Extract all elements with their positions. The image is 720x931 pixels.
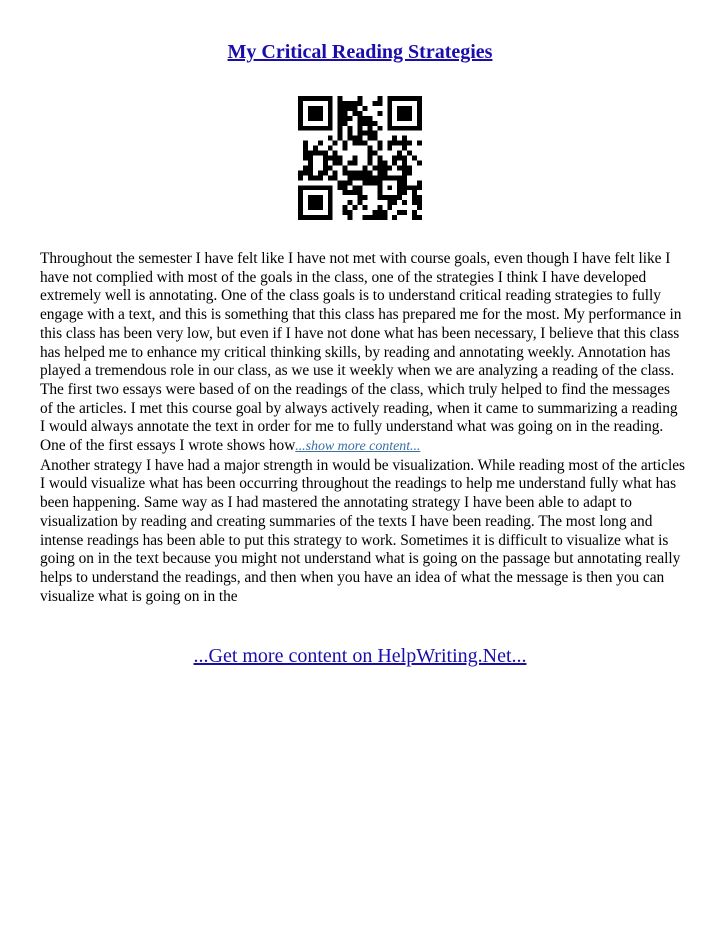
footer-container	[0, 644, 720, 668]
qr-code-icon	[298, 96, 422, 220]
document-title-link[interactable]: My Critical Reading Strategies	[227, 41, 493, 63]
document-title-container	[0, 40, 720, 64]
paragraph-2: Another strategy I have had a major strength in would be visualization. While reading most of the articles I would visualize what has been occurring throughout the readings to help me understand fully what has been happening. Same way as I had mastered the annotating strategy I have been able to adapt to visualization by reading and creating summaries of the texts I have been reading. The most long and intense readings has been able to put this strategy to work. Sometimes it is difficult to visualize what is going on in the text because you might not understand what is going on the passage but annotating really helps to understand the readings, and then when you have an idea of what the message is then you can visualize what is going on in the	[40, 456, 685, 605]
paragraph-1	[40, 250, 685, 457]
document-body	[40, 250, 685, 606]
get-more-content-link[interactable]: ...Get more content on HelpWriting.Net...	[193, 645, 527, 667]
paragraph-1-text: Throughout the semester I have felt like I have not met with course goals, even though I have felt like I have not complied with most of the goals in the class, one of the strategies I think I have developed extremely well is annotating. One of the class goals is to understand critical reading strategies to fully engage with a text, and this is something that this class has prepared me for the most. My performance in this class has been very low, but even if I have not done what has been necessary, I believe that this class has helped me to enhance my critical thinking skills, by reading and annotating weekly. Annotation has played a tremendous role in our class, as we use it weekly when we are analyzing a reading of the class. The first two essays were based of on the readings of the class, which truly helped to find the messages of the articles. I met this course goal by always actively reading, when it came to summarizing a reading I would always annotate the text in order for me to fully understand what was going on in the reading. One of the first essays I wrote shows how	[40, 250, 682, 455]
show-more-link[interactable]: ...show more content...	[295, 439, 421, 455]
